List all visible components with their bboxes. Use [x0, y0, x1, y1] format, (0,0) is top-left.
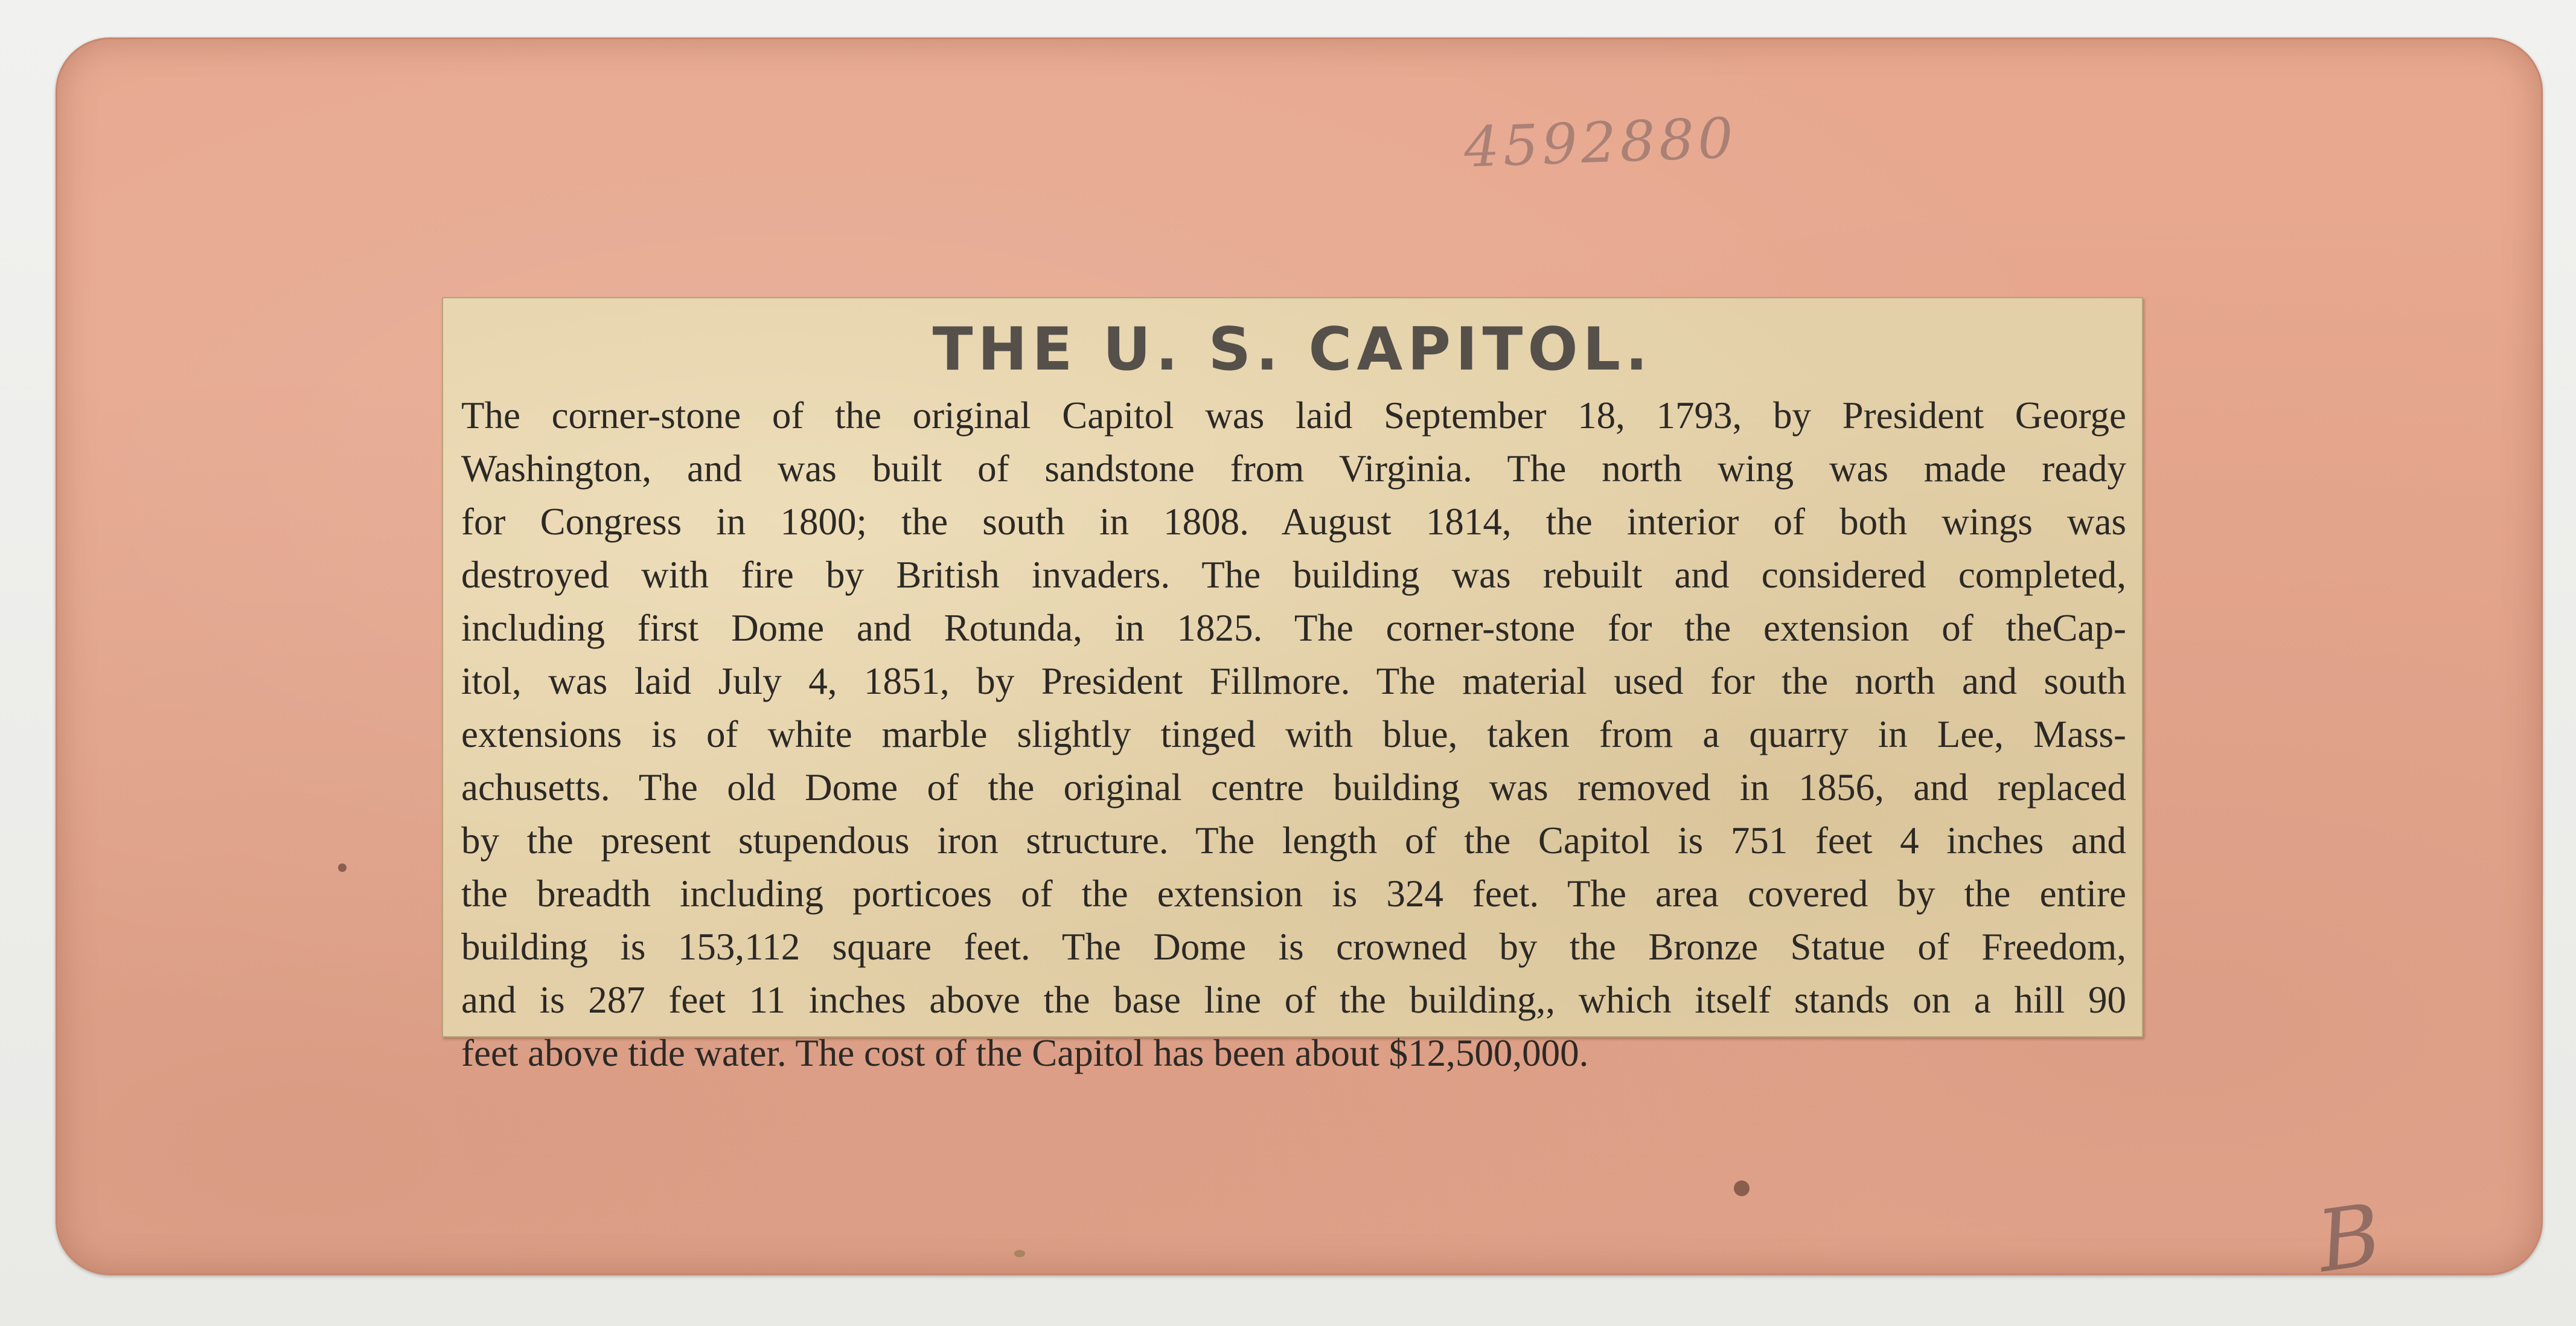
label-line: The corner-stone of the original Capitol was laid September 18, 1793, by President George	[461, 394, 2126, 437]
printed-label	[442, 297, 2143, 1074]
label-line: destroyed with fire by British invaders. The building was rebuilt and considered completed,	[461, 554, 2126, 596]
label-line: for Congress in 1800; the south in 1808. August 1814, the interior of both wings was	[461, 501, 2126, 543]
label-line: Washington, and was built of sandstone from Virginia. The north wing was made ready	[461, 447, 2126, 490]
label-line: building is 153,112 square feet. The Dome is crowned by the Bronze Statue of Freedom,	[461, 926, 2126, 968]
ink-spot	[1014, 1250, 1025, 1257]
label-line: the breadth including porticoes of the extension is 324 feet. The area covered by the entire	[461, 873, 2126, 915]
label-title: THE U. S. CAPITOL.	[932, 315, 1653, 384]
pencil-catalog-number: 4592880	[1463, 106, 1738, 180]
label-line: itol, was laid July 4, 1851, by President Fillmore. The material used for the north and south	[461, 660, 2126, 702]
label-line: achusetts. The old Dome of the original centre building was removed in 1856, and replaced	[461, 766, 2126, 809]
ink-spot	[338, 863, 347, 872]
label-line: including first Dome and Rotunda, in 1825. The corner-stone for the extension of theCap-	[461, 607, 2126, 649]
label-line: extensions is of white marble slightly tinged with blue, taken from a quarry in Lee, Mass-	[461, 713, 2126, 755]
label-line: and is 287 feet 11 inches above the base line of the building,, which itself stands on a hill 90	[461, 979, 2126, 1021]
pencil-mark: B	[2312, 1185, 2387, 1292]
ink-spot	[1734, 1180, 1750, 1196]
label-line: by the present stupendous iron structure. The length of the Capitol is 751 feet 4 inches and	[461, 819, 2126, 862]
label-body	[461, 389, 2126, 1080]
label-line: feet above tide water. The cost of the Capitol has been about $12,500,000.	[461, 1032, 1589, 1074]
